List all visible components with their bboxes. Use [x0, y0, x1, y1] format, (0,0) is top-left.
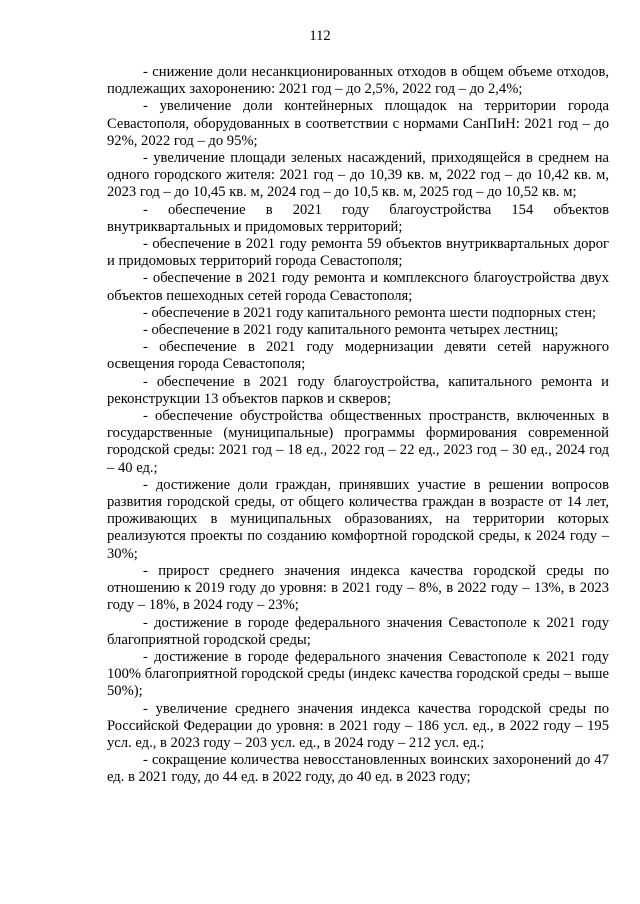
list-item: - увеличение доли контейнерных площадок на территории города Севастополя, оборудованных в соответствии с нормами СанПиН: 2021 год – до 92%, 2022 год – до 95%;: [107, 98, 609, 149]
list-item: - обеспечение в 2021 году благоустройства, капитального ремонта и реконструкции 13 объектов парков и скверов;: [107, 373, 609, 407]
list-item: - обеспечение в 2021 году ремонта 59 объектов внутриквартальных дорог и придомовых территорий города Севастополя;: [107, 236, 609, 270]
list-item: - обеспечение в 2021 году модернизации девяти сетей наружного освещения города Севастополя;: [107, 339, 609, 373]
list-item: - обеспечение в 2021 году ремонта и комплексного благоустройства двух объектов пешеходных сетей города Севастополя;: [107, 270, 609, 304]
list-item: - увеличение среднего значения индекса качества городской среды по Российской Федерации до уровня: в 2021 году – 186 усл. ед., в 2022 году – 195 усл. ед., в 2023 году – 203 усл. ед., в 2024 году – 212 усл. ед.;: [107, 700, 609, 751]
list-item: - обеспечение обустройства общественных пространств, включенных в государственные (муниципальные) программы формирования современной городской среды: 2021 год – 18 ед., 2022 год – 22 ед., 2023 год – 30 ед., 2024 год – 40 ед.;: [107, 408, 609, 476]
list-item: - снижение доли несанкционированных отходов в общем объеме отходов, подлежащих захоронению: 2021 год – до 2,5%, 2022 год – до 2,4%;: [107, 64, 609, 98]
list-item: - обеспечение в 2021 году благоустройства 154 объектов внутриквартальных и придомовых территорий;: [107, 201, 609, 235]
list-item: - достижение доли граждан, принявших участие в решении вопросов развития городской среды, от общего количества граждан в возрасте от 14 лет, проживающих в муниципальных образованиях, на территории которых реализуются проекты по созданию комфортной городской среды, к 2024 году – 30%;: [107, 476, 609, 562]
list-item: - прирост среднего значения индекса качества городской среды по отношению к 2019 году до уровня: в 2021 году – 8%, в 2022 году – 13%, в 2023 году – 18%, в 2024 году – 23%;: [107, 562, 609, 614]
list-item: - достижение в городе федерального значения Севастополе к 2021 году благоприятной городской среды;: [107, 614, 609, 648]
list-item: - достижение в городе федерального значения Севастополе к 2021 году 100% благоприятной городской среды (индекс качества городской среды – выше 50%);: [107, 648, 609, 700]
document-body: [107, 64, 609, 787]
list-item: - увеличение площади зеленых насаждений, приходящейся в среднем на одного городского жителя: 2021 год – до 10,39 кв. м, 2022 год – до 10,42 кв. м, 2023 год – до 10,45 кв. м, 2024 год – до 10,5 кв. м, 2025 год – до 10,52 кв. м;: [107, 150, 609, 201]
list-item: - обеспечение в 2021 году капитального ремонта шести подпорных стен;: [143, 304, 597, 321]
list-item: - сокращение количества невосстановленных воинских захоронений до 47 ед. в 2021 году, до 44 ед. в 2022 году, до 40 ед. в 2023 году;: [107, 752, 609, 786]
page-number: 112: [309, 28, 331, 44]
list-item: - обеспечение в 2021 году капитального ремонта четырех лестниц;: [143, 322, 559, 339]
